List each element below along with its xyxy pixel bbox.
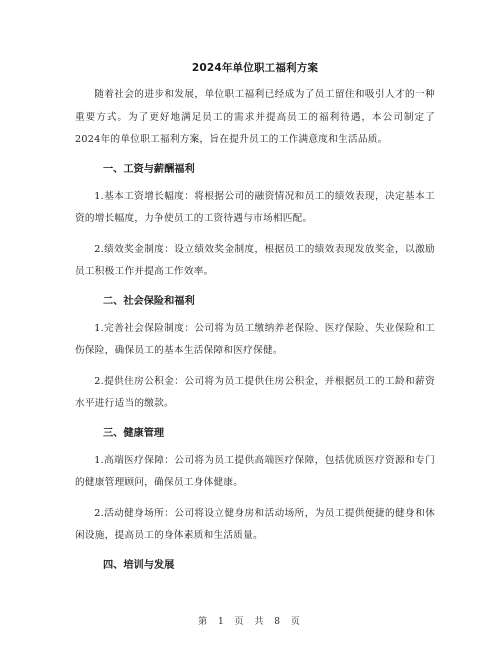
document-body: [75, 58, 435, 582]
section-paragraph: 2.提供住房公积金：公司将为员工提供住房公积金，并根据员工的工龄和薪资水平进行适当的缴款。: [75, 375, 435, 409]
section-heading-health: 三、健康管理: [103, 427, 165, 439]
section-heading-insurance: 二、社会保险和福利: [103, 295, 195, 307]
document-title: 2024年单位职工福利方案: [191, 62, 319, 74]
section-paragraph: 1.完善社会保险制度：公司将为员工缴纳养老保险、医疗保险、失业保险和工伤保险，确保员工的基本生活保障和医疗保健。: [75, 322, 435, 356]
section-paragraph: 1.基本工资增长幅度：将根据公司的融资情况和员工的绩效表现，决定基本工资的增长幅度，力争使员工的工资待遇与市场相匹配。: [75, 190, 435, 224]
section-heading-training: 四、培训与发展: [103, 559, 175, 571]
section-paragraph: 2.绩效奖金制度：设立绩效奖金制度，根据员工的绩效表现发放奖金，以激励员工积极工作并提高工作效率。: [75, 243, 435, 277]
section-heading-salary: 一、工资与薪酬福利: [103, 163, 195, 175]
section-paragraph: 2.活动健身场所：公司将设立健身房和活动场所，为员工提供便捷的健身和休闲设施，提高员工的身体素质和生活质量。: [75, 507, 435, 541]
page-number-footer: 第 1 页 共 8 页: [198, 617, 304, 627]
intro-paragraph: 随着社会的进步和发展，单位职工福利已经成为了员工留住和吸引人才的一种重要方式。为了更好地满足员工的需求并提高员工的福利待遇，本公司制定了2024年的单位职工福利方案，旨在提升员工的工作满意度和生活品质。: [75, 89, 435, 145]
section-paragraph: 1.高端医疗保障：公司将为员工提供高端医疗保障，包括优质医疗资源和专门的健康管理顾问，确保员工身体健康。: [75, 454, 435, 488]
